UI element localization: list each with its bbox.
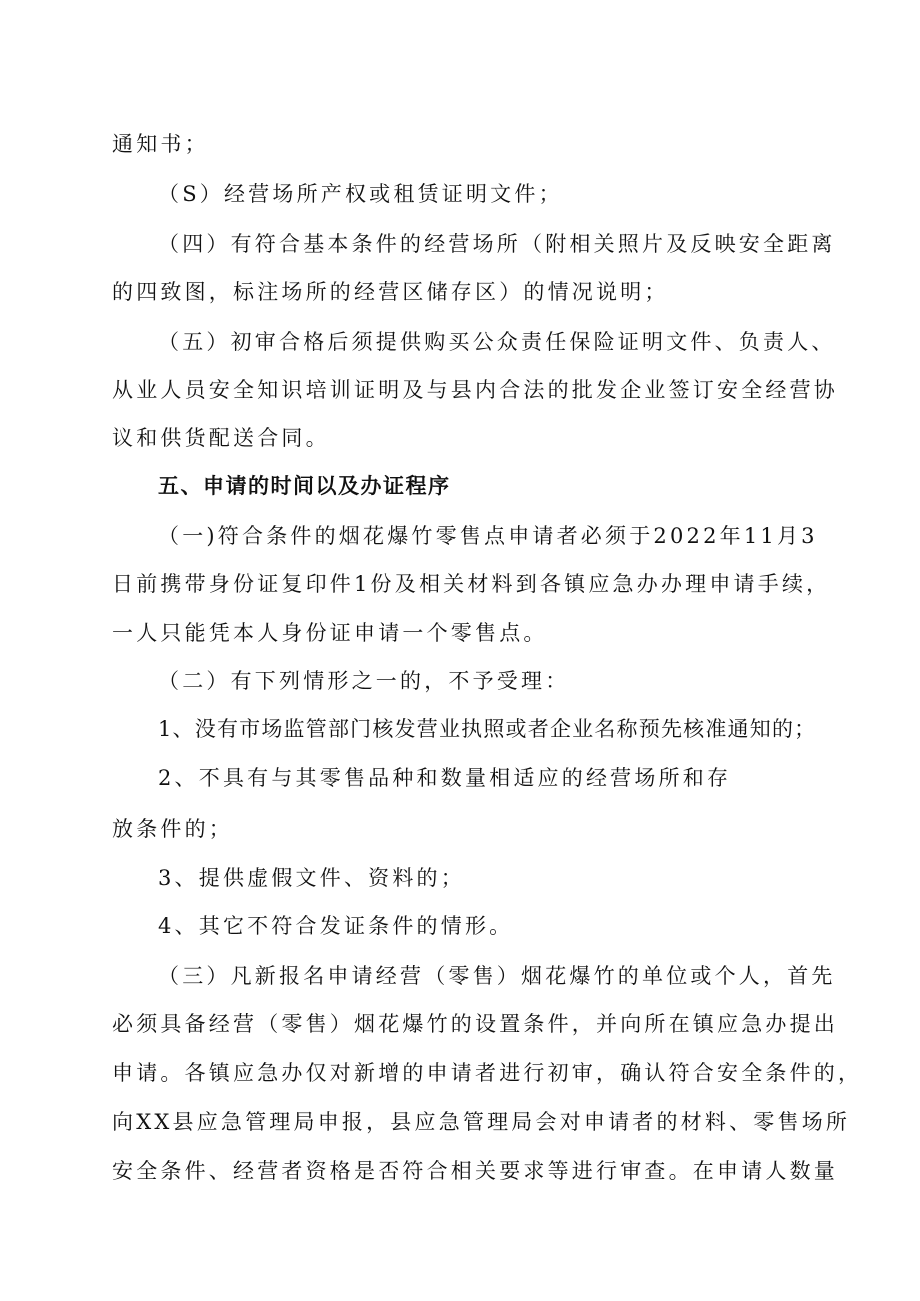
text-line: 4、其它不符合发证条件的情形。 <box>158 914 514 938</box>
text-line: （S）经营场所产权或租赁证明文件； <box>158 182 563 206</box>
text-line: 1、没有市场监管部门核发营业执照或者企业名称预先核准通知的； <box>158 717 817 741</box>
text-line: 2、不具有与其零售品种和数量相适应的经营场所和存 <box>158 766 732 790</box>
text-line: 日前携带身份证复印件1份及相关材料到各镇应急办办理申请手续， <box>112 572 831 596</box>
text-line: 申请。各镇应急办仅对新增的申请者进行初审，确认符合安全条件的， <box>112 1061 863 1085</box>
text-line: 通知书； <box>112 132 209 156</box>
text-line: （四）有符合基本条件的经营场所（附相关照片及反映安全距离 <box>158 232 836 256</box>
text-line: （二）有下列情形之一的，不予受理： <box>158 669 570 693</box>
text-line: 议和供货配送合同。 <box>112 426 330 450</box>
text-line: 3、提供虚假文件、资料的； <box>158 866 465 890</box>
text-line: （一)符合条件的烟花爆竹零售点申请者必须于2022年11月3 <box>158 524 818 548</box>
text-line: 放条件的； <box>112 817 233 841</box>
text-line: 的四致图，标注场所的经营区储存区）的情况说明； <box>112 280 669 304</box>
text-line: （五）初审合格后须提供购买公众责任保险证明文件、负责人、 <box>158 330 836 354</box>
text-line: 从业人员安全知识培训证明及与县内合法的批发企业签订安全经营协 <box>112 378 838 402</box>
text-line: （三）凡新报名申请经营（零售）烟花爆竹的单位或个人，首先 <box>158 964 836 988</box>
text-line: 安全条件、经营者资格是否符合相关要求等进行审查。在申请人数量 <box>112 1159 838 1183</box>
text-line: 必须具备经营（零售）烟花爆竹的设置条件，并向所在镇应急办提出 <box>112 1012 838 1036</box>
section-heading: 五、申请的时间以及办证程序 <box>158 474 451 498</box>
text-line: 向XX县应急管理局申报，县应急管理局会对申请者的材料、零售场所 <box>112 1110 851 1134</box>
text-line: 一人只能凭本人身份证申请一个零售点。 <box>112 621 548 645</box>
